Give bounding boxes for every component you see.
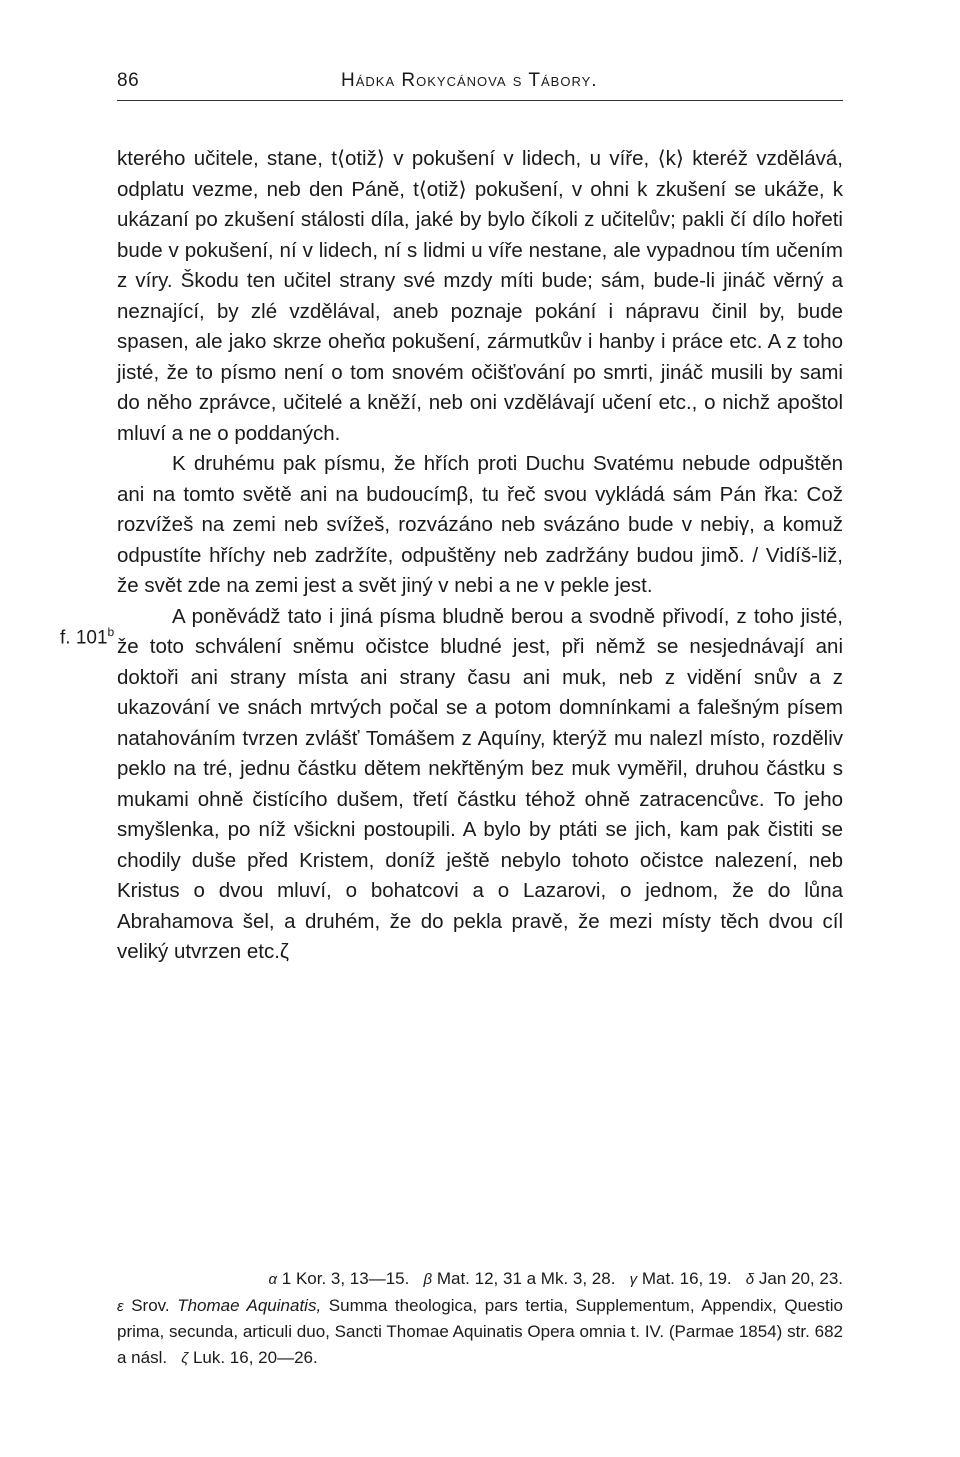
- body-text: [117, 144, 843, 968]
- paragraph-1: kterého učitele, stane, t⟨otiž⟩ v pokušení v lidech, u víře, ⟨k⟩ kteréž vzdělává, odplatu vezme, neb den Páně, t⟨otiž⟩ pokušení, v ohni k zkušení se ukáže, k ukázaní po zkušení stálosti díla, jaké by bylo číkoli z učitelův; pakli čí dílo hořeti bude v pokušení, ní v lidech, ní s lidmi u víře nestane, ale vypadnou tím učením z víry. Škodu ten učitel strany své mzdy míti bude; sám, bude-li jináč věrný a neznající, by zlé vzdělával, aneb poznaje pokání i nápravu činil by, bude spasen, ale jako skrze oheňα pokušení, zármutkův i hanby i práce etc. A z toho jisté, že to písmo není o tom snovém očišťování po smrti, jináč musili by sami do něho zprávce, učitelé a kněží, neb oni vzdělávají učení etc., o nichž apoštol mluví a ne o poddaných.: [117, 147, 843, 445]
- footnote-mark-beta: β: [423, 1271, 433, 1288]
- footnotes: [117, 1266, 843, 1371]
- footnote-mark-epsilon: ε: [117, 1297, 124, 1315]
- footnote-epsilon-b: Summa theologica, pars tertia, Supplementum, Appendix, Questio prima, secunda, articuli duo, Sancti Thomae Aquinatis Opera omnia t. IV. (Parmae 1854) str. 682 a násl.: [117, 1295, 843, 1367]
- paragraph-3: A poněvádž tato i jiná písma bludně berou a svodně přivodí, z toho jisté, že toto schválení sněmu očistce bludné jest, při němž se nesjednávají ani doktoři ani strany místa ani strany času ani muk, neb z vidění snův a z ukazování ve snách mrtvých počal se a potom domnínkami a falešným písem natahováním tvrzen zvlášť Tomášem z Aquíny, kterýž mu nalezl místo, rozděliv peklo na tré, jednu částku dětem nekřtěným bez muk vyměřil, druhou částku s mukami ohně čistícího dušem, třetí částku téhož ohně zatracencůvε. To jeho smyšlenka, po níž všickni postoupili. A bylo by ptáti se jich, kam pak čistiti se chodily duše před Kristem, doníž ještě nebylo tohoto očistce nalezení, neb Kristus o dvou mluví, o bohatcovi a o Lazarovi, o jednom, že do lůna Abrahamova šel, a druhém, že do pekla pravě, že mezi místy těch dvou cíl veliký utvrzen etc.ζ: [117, 604, 843, 963]
- footnote-line-1: [117, 1266, 843, 1293]
- footnote-epsilon-zeta: [117, 1293, 843, 1372]
- footnote-epsilon-a: Srov.: [131, 1295, 170, 1315]
- footnote-mark-zeta: ζ: [181, 1349, 189, 1367]
- footnote-gamma: Mat. 16, 19.: [641, 1269, 732, 1288]
- paragraph-2: K druhému pak písmu, že hřích proti Duchu Svatému nebude odpuštěn ani na tomto světě ani na budoucímβ, tu řeč svou vykládá sám Pán řka: Což rozvížeš na zemi neb svížeš, rozvázáno neb svázáno bude v nebiγ, a komuž odpustíte hříchy neb zadržíte, odpuštěny neb zadržány budou jimδ. / Vidíš-liž, že svět zde na zemi jest a svět jiný v nebi a ne v pekle jest.: [117, 452, 843, 597]
- header-rule: [117, 100, 843, 101]
- running-title: Hádka Rokycánova s Tábory.: [341, 70, 598, 91]
- footnote-mark-gamma: γ: [629, 1271, 638, 1288]
- footnote-epsilon-italic: Thomae Aquinatis,: [177, 1295, 322, 1315]
- footnote-alpha: 1 Kor. 3, 13—15.: [281, 1269, 410, 1288]
- folio-suffix: b: [107, 625, 115, 639]
- footnote-delta: Jan 20, 23.: [758, 1269, 843, 1288]
- footnote-mark-delta: δ: [745, 1271, 755, 1288]
- folio-margin-note: [60, 625, 114, 649]
- footnote-beta: Mat. 12, 31 a Mk. 3, 28.: [436, 1269, 616, 1288]
- footnote-mark-alpha: α: [268, 1271, 278, 1288]
- folio-label: f. 101: [60, 627, 108, 649]
- page-header: [117, 70, 843, 100]
- page-number: 86: [117, 70, 140, 91]
- footnote-zeta: Luk. 16, 20—26.: [192, 1347, 318, 1367]
